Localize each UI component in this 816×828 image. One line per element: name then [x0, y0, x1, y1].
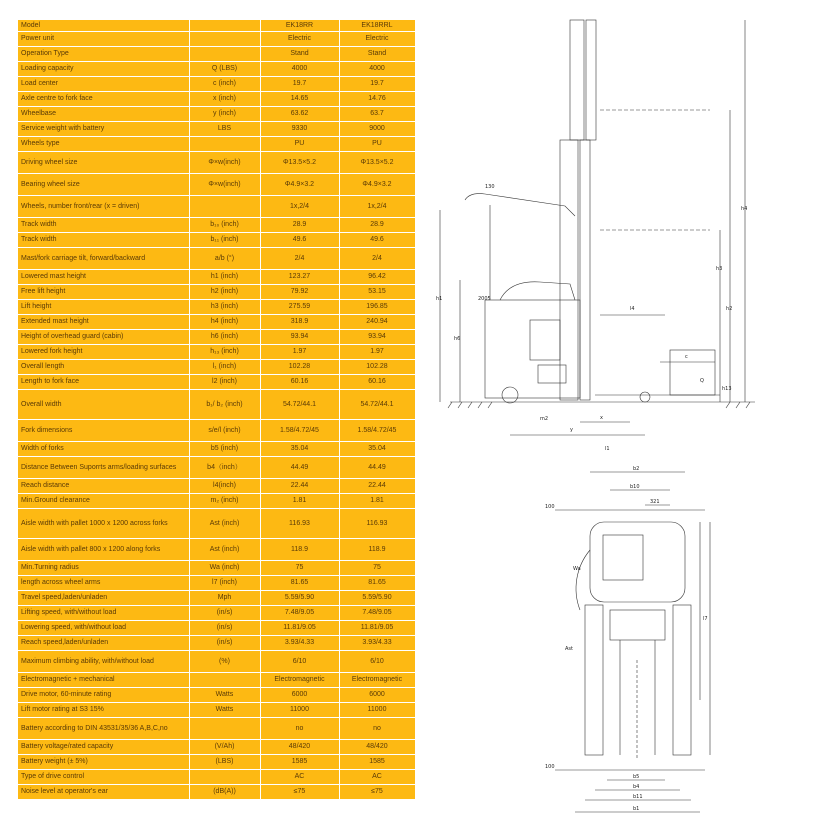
spec-table-body: [18, 20, 415, 799]
spec-value-ek18rr: 9330: [260, 121, 339, 136]
spec-label: Lift height: [18, 299, 189, 314]
spec-value-ek18rrl: 5.59/5.90: [339, 590, 415, 605]
spec-row: [18, 106, 415, 121]
spec-row: [18, 247, 415, 269]
label-h6: h6: [454, 336, 461, 342]
label-b10: b10: [630, 484, 640, 490]
spec-value-ek18rr: 44.49: [260, 456, 339, 478]
spec-value-ek18rrl: ≤75: [339, 784, 415, 799]
spec-unit: (LBS): [189, 754, 260, 769]
spec-value-ek18rr: 1x,2/4: [260, 195, 339, 217]
spec-value-ek18rr: 123.27: [260, 269, 339, 284]
label-x: x: [600, 415, 603, 421]
label-l4: l4: [630, 306, 635, 312]
spec-unit: Φ×w(inch): [189, 151, 260, 173]
spec-value-ek18rrl: 81.65: [339, 575, 415, 590]
spec-unit: LBS: [189, 121, 260, 136]
spec-unit: l₁ (inch): [189, 359, 260, 374]
spec-value-ek18rrl: 7.48/9.05: [339, 605, 415, 620]
spec-unit: a/b (°): [189, 247, 260, 269]
spec-value-ek18rr: 49.6: [260, 232, 339, 247]
spec-unit: h4 (inch): [189, 314, 260, 329]
label-130: 130: [485, 184, 495, 190]
spec-value-ek18rrl: PU: [339, 136, 415, 151]
spec-unit: Φ×w(inch): [189, 173, 260, 195]
label-m2: m2: [540, 416, 549, 422]
spec-value-ek18rrl: 75: [339, 560, 415, 575]
spec-value-ek18rr: Φ13.5×5.2: [260, 151, 339, 173]
spec-value-ek18rrl: 9000: [339, 121, 415, 136]
spec-label: Reach distance: [18, 478, 189, 493]
spec-unit: (%): [189, 650, 260, 672]
spec-label: Lowering speed, with/without load: [18, 620, 189, 635]
spec-unit: b₁₁ (inch): [189, 232, 260, 247]
spec-label: Operation Type: [18, 46, 189, 61]
fork-carriage: [610, 610, 665, 640]
spec-label: Battery weight (± 5%): [18, 754, 189, 769]
spec-value-ek18rr: 275.59: [260, 299, 339, 314]
spec-unit: (in/s): [189, 635, 260, 650]
spec-value-ek18rr: 1.97: [260, 344, 339, 359]
spec-row: [18, 754, 415, 769]
left-wheel-arm: [585, 605, 603, 755]
spec-row: [18, 739, 415, 754]
spec-row: [18, 217, 415, 232]
label-b2: b2: [633, 466, 640, 472]
spec-row: [18, 389, 415, 419]
spec-value-ek18rr: 1.81: [260, 493, 339, 508]
spec-unit: [189, 20, 260, 31]
spec-unit: [189, 769, 260, 784]
spec-row: [18, 650, 415, 672]
spec-value-ek18rr: no: [260, 717, 339, 739]
spec-unit: [189, 46, 260, 61]
spec-value-ek18rrl: 96.42: [339, 269, 415, 284]
spec-label: Maximum climbing ability, with/without load: [18, 650, 189, 672]
label-h2: h2: [726, 306, 733, 312]
spec-value-ek18rr: 14.65: [260, 91, 339, 106]
spec-label: Lifting speed, with/without load: [18, 605, 189, 620]
spec-unit: [189, 31, 260, 46]
mast-extended: [570, 20, 584, 140]
spec-value-ek18rr: Stand: [260, 46, 339, 61]
label-h13: h13: [722, 386, 732, 392]
spec-unit: Mph: [189, 590, 260, 605]
spec-value-ek18rrl: 44.49: [339, 456, 415, 478]
spec-value-ek18rr: 318.9: [260, 314, 339, 329]
spec-value-ek18rrl: 1x,2/4: [339, 195, 415, 217]
spec-value-ek18rrl: Electromagnetic: [339, 672, 415, 687]
spec-row: [18, 672, 415, 687]
spec-row: [18, 575, 415, 590]
spec-row: [18, 121, 415, 136]
spec-label: Length to fork face: [18, 374, 189, 389]
side-view-drawing: [430, 10, 760, 450]
spec-row: [18, 136, 415, 151]
spec-value-ek18rrl: 11.81/9.05: [339, 620, 415, 635]
battery-box: [530, 320, 560, 360]
spec-unit: s/e/l (inch): [189, 419, 260, 441]
spec-row: [18, 560, 415, 575]
spec-value-ek18rr: Φ4.9×3.2: [260, 173, 339, 195]
spec-value-ek18rrl: 3.93/4.33: [339, 635, 415, 650]
spec-value-ek18rr: 93.94: [260, 329, 339, 344]
spec-label: Min.Ground clearance: [18, 493, 189, 508]
spec-unit: [189, 195, 260, 217]
spec-value-ek18rrl: 22.44: [339, 478, 415, 493]
spec-unit: h₁₃ (inch): [189, 344, 260, 359]
spec-value-ek18rr: 102.28: [260, 359, 339, 374]
spec-unit: c (inch): [189, 76, 260, 91]
spec-value-ek18rrl: 60.16: [339, 374, 415, 389]
spec-value-ek18rrl: 116.93: [339, 508, 415, 538]
spec-label: Wheels, number front/rear (x = driven): [18, 195, 189, 217]
spec-value-ek18rrl: 6000: [339, 687, 415, 702]
spec-label: Model: [18, 20, 189, 31]
spec-unit: [189, 672, 260, 687]
spec-label: Travel speed,laden/unladen: [18, 590, 189, 605]
drive-wheel: [502, 387, 518, 403]
spec-value-ek18rrl: 14.76: [339, 91, 415, 106]
spec-row: [18, 441, 415, 456]
spec-label: Fork dimensions: [18, 419, 189, 441]
label-b5: b5: [633, 774, 640, 780]
spec-row: [18, 419, 415, 441]
spec-row: [18, 91, 415, 106]
spec-unit: (in/s): [189, 605, 260, 620]
spec-label: Type of drive control: [18, 769, 189, 784]
spec-label: Loading capacity: [18, 61, 189, 76]
spec-value-ek18rrl: Stand: [339, 46, 415, 61]
operator-compartment: [500, 282, 575, 300]
spec-value-ek18rr: Electromagnetic: [260, 672, 339, 687]
spec-label: Mast/fork carriage tilt, forward/backward: [18, 247, 189, 269]
label-321: 321: [650, 499, 660, 505]
spec-value-ek18rr: 4000: [260, 61, 339, 76]
spec-value-ek18rrl: 196.85: [339, 299, 415, 314]
right-wheel-arm: [673, 605, 691, 755]
spec-value-ek18rr: 81.65: [260, 575, 339, 590]
spec-value-ek18rr: 75: [260, 560, 339, 575]
spec-label: Distance Between Suporrts arms/loading surfaces: [18, 456, 189, 478]
spec-unit: Wa (inch): [189, 560, 260, 575]
spec-row: [18, 635, 415, 650]
label-Wa: Wa: [573, 566, 581, 572]
label-Ast: Ast: [565, 646, 573, 652]
spec-unit: h2 (inch): [189, 284, 260, 299]
spec-label: Extended mast height: [18, 314, 189, 329]
spec-value-ek18rrl: 48/420: [339, 739, 415, 754]
spec-value-ek18rr: AC: [260, 769, 339, 784]
spec-label: Lowered mast height: [18, 269, 189, 284]
spec-row: [18, 478, 415, 493]
spec-table: [18, 20, 416, 800]
spec-row: [18, 374, 415, 389]
spec-unit: [189, 136, 260, 151]
load-wheel: [640, 392, 650, 402]
spec-value-ek18rr: 7.48/9.05: [260, 605, 339, 620]
spec-label: Noise level at operator's ear: [18, 784, 189, 799]
spec-value-ek18rrl: 1585: [339, 754, 415, 769]
spec-value-ek18rrl: 1.97: [339, 344, 415, 359]
spec-value-ek18rr: PU: [260, 136, 339, 151]
spec-unit: Watts: [189, 702, 260, 717]
spec-value-ek18rrl: 240.94: [339, 314, 415, 329]
spec-value-ek18rrl: 28.9: [339, 217, 415, 232]
spec-row: [18, 590, 415, 605]
spec-unit: m₂ (inch): [189, 493, 260, 508]
label-l7: l7: [703, 616, 708, 622]
spec-row: [18, 46, 415, 61]
spec-value-ek18rrl: Φ13.5×5.2: [339, 151, 415, 173]
spec-row: [18, 299, 415, 314]
spec-row: [18, 717, 415, 739]
spec-unit: l2 (inch): [189, 374, 260, 389]
spec-label: Wheelbase: [18, 106, 189, 121]
spec-label: Free lift height: [18, 284, 189, 299]
spec-value-ek18rrl: AC: [339, 769, 415, 784]
spec-label: Overall width: [18, 389, 189, 419]
spec-unit: l4(inch): [189, 478, 260, 493]
spec-value-ek18rr: 22.44: [260, 478, 339, 493]
spec-value-ek18rrl: 118.9: [339, 538, 415, 560]
spec-label: Aisle width with pallet 800 x 1200 along forks: [18, 538, 189, 560]
spec-value-ek18rrl: 19.7: [339, 76, 415, 91]
spec-value-ek18rrl: 1.81: [339, 493, 415, 508]
spec-value-ek18rr: 1.58/4.72/45: [260, 419, 339, 441]
spec-value-ek18rrl: no: [339, 717, 415, 739]
spec-value-ek18rr: 118.9: [260, 538, 339, 560]
spec-value-ek18rrl: 49.6: [339, 232, 415, 247]
spec-label: Lowered fork height: [18, 344, 189, 359]
spec-label: Overall length: [18, 359, 189, 374]
spec-value-ek18rr: 19.7: [260, 76, 339, 91]
spec-label: Width of forks: [18, 441, 189, 456]
turning-arc: [576, 550, 590, 610]
label-b1: b1: [633, 806, 640, 812]
spec-unit: Ast (inch): [189, 538, 260, 560]
spec-value-ek18rrl: Electric: [339, 31, 415, 46]
label-c: c: [685, 354, 688, 360]
spec-row: [18, 329, 415, 344]
spec-value-ek18rr: Electric: [260, 31, 339, 46]
spec-value-ek18rr: 6/10: [260, 650, 339, 672]
spec-unit: (V/Ah): [189, 739, 260, 754]
spec-value-ek18rr: 11000: [260, 702, 339, 717]
spec-label: Service weight with battery: [18, 121, 189, 136]
spec-value-ek18rr: 63.62: [260, 106, 339, 121]
spec-value-ek18rrl: 93.94: [339, 329, 415, 344]
spec-row: [18, 232, 415, 247]
spec-row: [18, 620, 415, 635]
spec-label: Bearing wheel size: [18, 173, 189, 195]
spec-unit: b4（inch）: [189, 456, 260, 478]
spec-value-ek18rr: 6000: [260, 687, 339, 702]
label-b4: b4: [633, 784, 640, 790]
spec-value-ek18rrl: 63.7: [339, 106, 415, 121]
spec-unit: Q (LBS): [189, 61, 260, 76]
spec-label: Height of overhead guard (cabin): [18, 329, 189, 344]
spec-row: [18, 61, 415, 76]
spec-value-ek18rr: 11.81/9.05: [260, 620, 339, 635]
spec-unit: (in/s): [189, 620, 260, 635]
spec-label: Track width: [18, 217, 189, 232]
spec-label: Wheels type: [18, 136, 189, 151]
spec-label: Aisle width with pallet 1000 x 1200 across forks: [18, 508, 189, 538]
spec-label: Track width: [18, 232, 189, 247]
spec-unit: y (inch): [189, 106, 260, 121]
spec-value-ek18rrl: 2/4: [339, 247, 415, 269]
spec-row: [18, 605, 415, 620]
spec-unit: h3 (inch): [189, 299, 260, 314]
spec-value-ek18rr: 5.59/5.90: [260, 590, 339, 605]
spec-row: [18, 456, 415, 478]
label-b11: b11: [633, 794, 643, 800]
spec-row: [18, 76, 415, 91]
plan-view-drawing: [545, 460, 715, 820]
spec-value-ek18rrl: 102.28: [339, 359, 415, 374]
spec-unit: b₁₀ (inch): [189, 217, 260, 232]
spec-label: length across wheel arms: [18, 575, 189, 590]
spec-row: [18, 151, 415, 173]
spec-label: Power unit: [18, 31, 189, 46]
spec-unit: (dB(A)): [189, 784, 260, 799]
spec-row: [18, 284, 415, 299]
spec-row: [18, 344, 415, 359]
spec-row: [18, 784, 415, 799]
spec-row: [18, 508, 415, 538]
spec-value-ek18rr: 116.93: [260, 508, 339, 538]
spec-unit: x (inch): [189, 91, 260, 106]
spec-label: Min.Turning radius: [18, 560, 189, 575]
spec-value-ek18rr: 35.04: [260, 441, 339, 456]
spec-row: [18, 493, 415, 508]
label-100-top: 100: [545, 504, 555, 510]
spec-value-ek18rr: ≤75: [260, 784, 339, 799]
spec-value-ek18rrl: 1.58/4.72/45: [339, 419, 415, 441]
mast-lowered: [560, 140, 578, 400]
spec-unit: Ast (inch): [189, 508, 260, 538]
spec-value-ek18rrl: Φ4.9×3.2: [339, 173, 415, 195]
spec-value-ek18rr: 3.93/4.33: [260, 635, 339, 650]
spec-unit: h1 (inch): [189, 269, 260, 284]
spec-value-ek18rr: 54.72/44.1: [260, 389, 339, 419]
spec-label: Reach speed,laden/unladen: [18, 635, 189, 650]
spec-unit: b₁/ b₂ (inch): [189, 389, 260, 419]
spec-unit: h6 (inch): [189, 329, 260, 344]
spec-label: Battery according to DIN 43531/35/36 A,B,C,no: [18, 717, 189, 739]
spec-row: [18, 538, 415, 560]
spec-row: [18, 359, 415, 374]
spec-label: Drive motor, 60-minute rating: [18, 687, 189, 702]
spec-row: [18, 173, 415, 195]
spec-unit: l7 (inch): [189, 575, 260, 590]
spec-label: Lift motor rating at S3 15%: [18, 702, 189, 717]
spec-label: Axle centre to fork face: [18, 91, 189, 106]
spec-unit: b5 (inch): [189, 441, 260, 456]
label-l1: l1: [605, 446, 610, 450]
spec-value-ek18rrl: 11000: [339, 702, 415, 717]
spec-value-ek18rr: 48/420: [260, 739, 339, 754]
spec-value-ek18rr: EK18RR: [260, 20, 339, 31]
spec-row: [18, 314, 415, 329]
spec-value-ek18rrl: 54.72/44.1: [339, 389, 415, 419]
spec-value-ek18rrl: 35.04: [339, 441, 415, 456]
spec-value-ek18rrl: 53.15: [339, 284, 415, 299]
spec-value-ek18rrl: 6/10: [339, 650, 415, 672]
truck-outline: [590, 522, 685, 602]
spec-row: [18, 31, 415, 46]
label-h1: h1: [436, 296, 443, 302]
label-Q: Q: [700, 378, 704, 384]
spec-label: Battery voltage/rated capacity: [18, 739, 189, 754]
spec-value-ek18rr: 2/4: [260, 247, 339, 269]
label-2005: 2005: [478, 296, 491, 302]
spec-value-ek18rr: 60.16: [260, 374, 339, 389]
spec-value-ek18rrl: EK18RRL: [339, 20, 415, 31]
spec-row: [18, 20, 415, 31]
spec-row: [18, 687, 415, 702]
spec-value-ek18rr: 79.92: [260, 284, 339, 299]
spec-value-ek18rr: 28.9: [260, 217, 339, 232]
spec-value-ek18rrl: 4000: [339, 61, 415, 76]
spec-label: Load center: [18, 76, 189, 91]
spec-value-ek18rr: 1585: [260, 754, 339, 769]
label-h4: h4: [741, 206, 748, 212]
spec-row: [18, 269, 415, 284]
spec-unit: [189, 717, 260, 739]
label-100-bottom: 100: [545, 764, 555, 770]
spec-row: [18, 195, 415, 217]
label-y: y: [570, 427, 573, 433]
spec-label: Driving wheel size: [18, 151, 189, 173]
overhead-guard: [465, 194, 575, 216]
spec-row: [18, 769, 415, 784]
spec-label: Electromagnetic + mechanical: [18, 672, 189, 687]
label-h3: h3: [716, 266, 723, 272]
spec-row: [18, 702, 415, 717]
spec-unit: Watts: [189, 687, 260, 702]
